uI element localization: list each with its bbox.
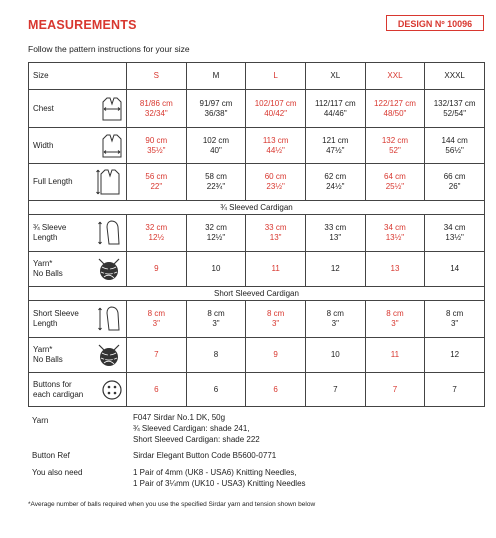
measurements-table <box>28 62 485 407</box>
table-cell: 58 cm 22¾" <box>186 164 246 201</box>
section-header-short: Short Sleeved Cardigan <box>29 287 485 301</box>
table-cell: 7 <box>127 338 187 373</box>
also-need-key: You also need <box>32 468 83 477</box>
table-cell: 10 <box>186 252 246 287</box>
needle-line: 1 Pair of 3¼mm (UK10 - USA3) Knitting Needles <box>133 479 306 488</box>
table-cell: 113 cm 44½" <box>246 128 306 164</box>
table-cell: 112/117 cm 44/46" <box>305 90 365 128</box>
yarn-ball-icon <box>95 341 123 369</box>
width-row <box>29 128 485 164</box>
yarn-ball-icon <box>95 255 123 283</box>
table-cell: 11 <box>365 338 425 373</box>
short-sleeve-label: Short Sleeve Length <box>33 309 79 328</box>
table-cell: 91/97 cm 36/38" <box>186 90 246 128</box>
sleeve-label: ¾ Sleeve Length <box>33 223 67 242</box>
yarn-label: Yarn* No Balls <box>33 345 63 364</box>
full-length-row <box>29 164 485 201</box>
size-header: S <box>127 63 187 90</box>
table-cell: 60 cm 23½" <box>246 164 306 201</box>
table-cell: 8 cm 3" <box>425 301 485 338</box>
table-cell: 8 cm 3" <box>365 301 425 338</box>
size-row <box>29 63 485 90</box>
table-cell: 9 <box>127 252 187 287</box>
table-cell: 132/137 cm 52/54" <box>425 90 485 128</box>
table-cell: 102/107 cm 40/42" <box>246 90 306 128</box>
table-cell: 8 cm 3" <box>186 301 246 338</box>
table-cell: 121 cm 47½" <box>305 128 365 164</box>
buttons-label: Buttons for each cardigan <box>33 379 84 399</box>
table-cell: 32 cm 12½ <box>127 215 187 252</box>
button-ref-value: Sirdar Elegant Button Code B5600-0771 <box>133 451 277 460</box>
three-quarter-sleeve-row <box>29 215 485 252</box>
table-cell: 34 cm 13½" <box>365 215 425 252</box>
full-length-label: Full Length <box>33 177 73 186</box>
table-cell: 62 cm 24½" <box>305 164 365 201</box>
short-sleeve-row <box>29 301 485 338</box>
design-number-badge: DESIGN Nº 10096 <box>386 15 484 31</box>
table-cell: 9 <box>246 338 306 373</box>
table-cell: 7 <box>305 373 365 407</box>
table-cell: 56 cm 22" <box>127 164 187 201</box>
table-cell: 132 cm 52" <box>365 128 425 164</box>
table-cell: 33 cm 13" <box>305 215 365 252</box>
page-title: MEASUREMENTS <box>28 18 137 32</box>
size-header: XL <box>305 63 365 90</box>
table-cell: 12 <box>425 338 485 373</box>
table-cell: 122/127 cm 48/50" <box>365 90 425 128</box>
yarn-short-row <box>29 338 485 373</box>
table-cell: 11 <box>246 252 306 287</box>
cardigan-length-icon <box>95 168 123 196</box>
table-cell: 6 <box>186 373 246 407</box>
table-cell: 6 <box>127 373 187 407</box>
table-cell: 66 cm 26" <box>425 164 485 201</box>
table-cell: 81/86 cm 32/34" <box>127 90 187 128</box>
yarn-line: Short Sleeved Cardigan: shade 222 <box>133 435 260 444</box>
size-header: XXL <box>365 63 425 90</box>
table-cell: 32 cm 12½" <box>186 215 246 252</box>
table-cell: 6 <box>246 373 306 407</box>
section-header-three-quarter: ¾ Sleeved Cardigan <box>29 201 485 215</box>
subtitle: Follow the pattern instructions for your size <box>28 44 190 54</box>
table-cell: 7 <box>425 373 485 407</box>
table-cell: 64 cm 25½" <box>365 164 425 201</box>
yarn-three-quarter-row <box>29 252 485 287</box>
needle-line: 1 Pair of 4mm (UK8 - USA6) Knitting Needles, <box>133 468 297 477</box>
chest-row <box>29 90 485 128</box>
table-cell: 13 <box>365 252 425 287</box>
footnote: *Average number of balls required when you use the specified Sirdar yarn and tension shown below <box>28 501 316 508</box>
sleeve-length-icon <box>97 305 123 333</box>
table-cell: 144 cm 56½" <box>425 128 485 164</box>
table-cell: 8 cm 3" <box>127 301 187 338</box>
table-cell: 10 <box>305 338 365 373</box>
size-label: Size <box>29 63 127 90</box>
button-ref-key: Button Ref <box>32 451 70 460</box>
table-cell: 102 cm 40" <box>186 128 246 164</box>
table-cell: 8 cm 3" <box>246 301 306 338</box>
chest-label: Chest <box>33 103 54 113</box>
table-cell: 34 cm 13½" <box>425 215 485 252</box>
table-cell: 14 <box>425 252 485 287</box>
table-cell: 33 cm 13" <box>246 215 306 252</box>
size-header: XXXL <box>425 63 485 90</box>
table-cell: 12 <box>305 252 365 287</box>
sleeve-length-icon <box>97 219 123 247</box>
cardigan-chest-icon <box>101 96 123 122</box>
section-row <box>29 287 485 301</box>
cardigan-width-icon <box>101 133 123 159</box>
section-row <box>29 201 485 215</box>
table-cell: 90 cm 35½" <box>127 128 187 164</box>
table-cell: 7 <box>365 373 425 407</box>
width-label: Width <box>33 140 54 150</box>
table-cell: 8 <box>186 338 246 373</box>
table-cell: 8 cm 3" <box>305 301 365 338</box>
size-header: M <box>186 63 246 90</box>
yarn-key: Yarn <box>32 416 49 425</box>
size-header: L <box>246 63 306 90</box>
buttons-row <box>29 373 485 407</box>
yarn-label: Yarn* No Balls <box>33 259 63 278</box>
button-icon <box>101 379 123 401</box>
yarn-line: F047 Sirdar No.1 DK, 50g <box>133 413 226 422</box>
yarn-line: ¾ Sleeved Cardigan: shade 241, <box>133 424 250 433</box>
